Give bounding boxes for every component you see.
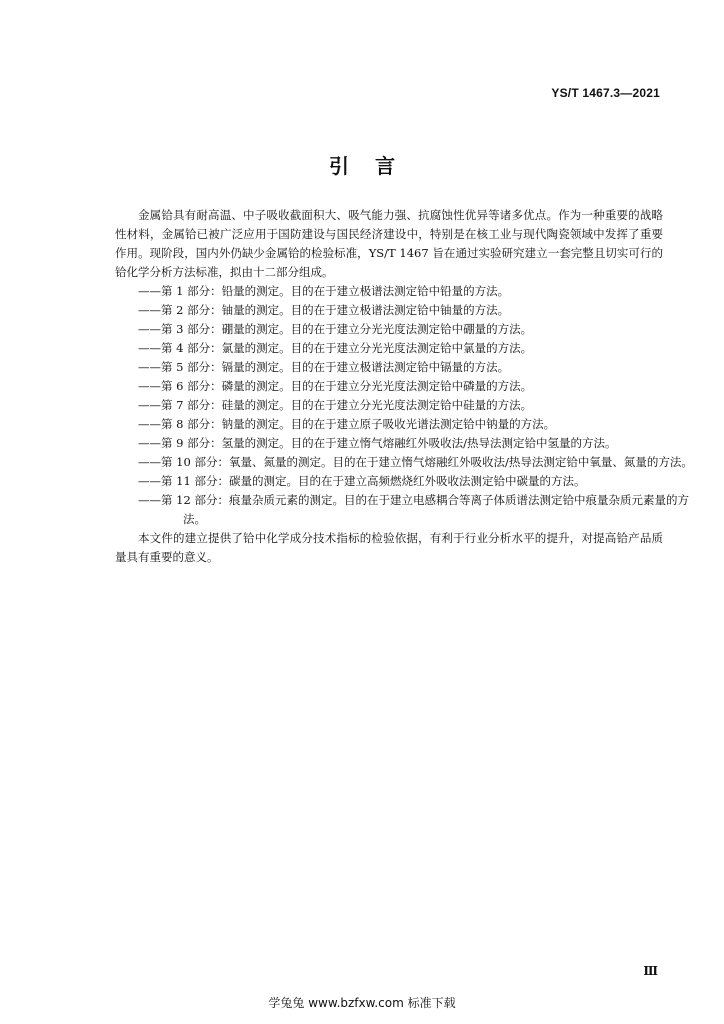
- part-item: ——第 6 部分：磷量的测定。目的在于建立分光光度法测定铪中磷量的方法。: [138, 379, 533, 393]
- part-item: ——第 12 部分：痕量杂质元素的测定。目的在于建立电感耦合等离子体质谱法测定铪中痕量杂质元素量的方法。: [138, 493, 689, 526]
- intro-paragraph: 金属铪具有耐高温、中子吸收截面积大、吸气能力强、抗腐蚀性优异等诸多优点。作为一种重要的战略性材料，金属铪已被广泛应用于国防建设与国民经济建设中，特别是在核工业与现代陶瓷领域中发挥了重要作用。现阶段，国内外仍缺少金属铪的检验标准，YS/T 1467 旨在通过实验研究建立一套完整且切实可行的铪化学分析方法标准，拟由十二部分组成。: [115, 208, 663, 279]
- closing-paragraph: 本文件的建立提供了铪中化学成分技术指标的检验依据，有利于行业分析水平的提升，对提高铪产品质量具有重要的意义。: [115, 531, 663, 564]
- part-item: ——第 1 部分：铅量的测定。目的在于建立极谱法测定铪中铅量的方法。: [138, 284, 510, 298]
- page-number: Ⅲ: [643, 964, 658, 978]
- document-body: [115, 206, 693, 567]
- part-item: ——第 4 部分：氯量的测定。目的在于建立分光光度法测定铪中氯量的方法。: [138, 341, 533, 355]
- standard-code: YS/T 1467.3—2021: [551, 86, 660, 100]
- page-title: 引言: [329, 154, 421, 178]
- parts-list: [115, 282, 693, 529]
- part-item: ——第 7 部分：硅量的测定。目的在于建立分光光度法测定铪中硅量的方法。: [138, 398, 533, 412]
- part-item: ——第 9 部分：氢量的测定。目的在于建立惰气熔融红外吸收法/热导法测定铪中氢量的方法。: [138, 436, 617, 450]
- part-item: ——第 10 部分：氧量、氮量的测定。目的在于建立惰气熔融红外吸收法/热导法测定铪中氧量、氮量的方法。: [138, 455, 693, 469]
- part-item: ——第 2 部分：铀量的测定。目的在于建立极谱法测定铪中铀量的方法。: [138, 303, 510, 317]
- part-item: ——第 3 部分：硼量的测定。目的在于建立分光光度法测定铪中硼量的方法。: [138, 322, 533, 336]
- footer-watermark: 学兔兔 www.bzfxw.com 标准下载: [268, 996, 456, 1010]
- part-item: ——第 5 部分：镉量的测定。目的在于建立极谱法测定铪中镉量的方法。: [138, 360, 510, 374]
- part-item: ——第 8 部分：钠量的测定。目的在于建立原子吸收光谱法测定铪中钠量的方法。: [138, 417, 556, 431]
- part-item: ——第 11 部分：碳量的测定。目的在于建立高频燃烧红外吸收法测定铪中碳量的方法。: [138, 474, 586, 488]
